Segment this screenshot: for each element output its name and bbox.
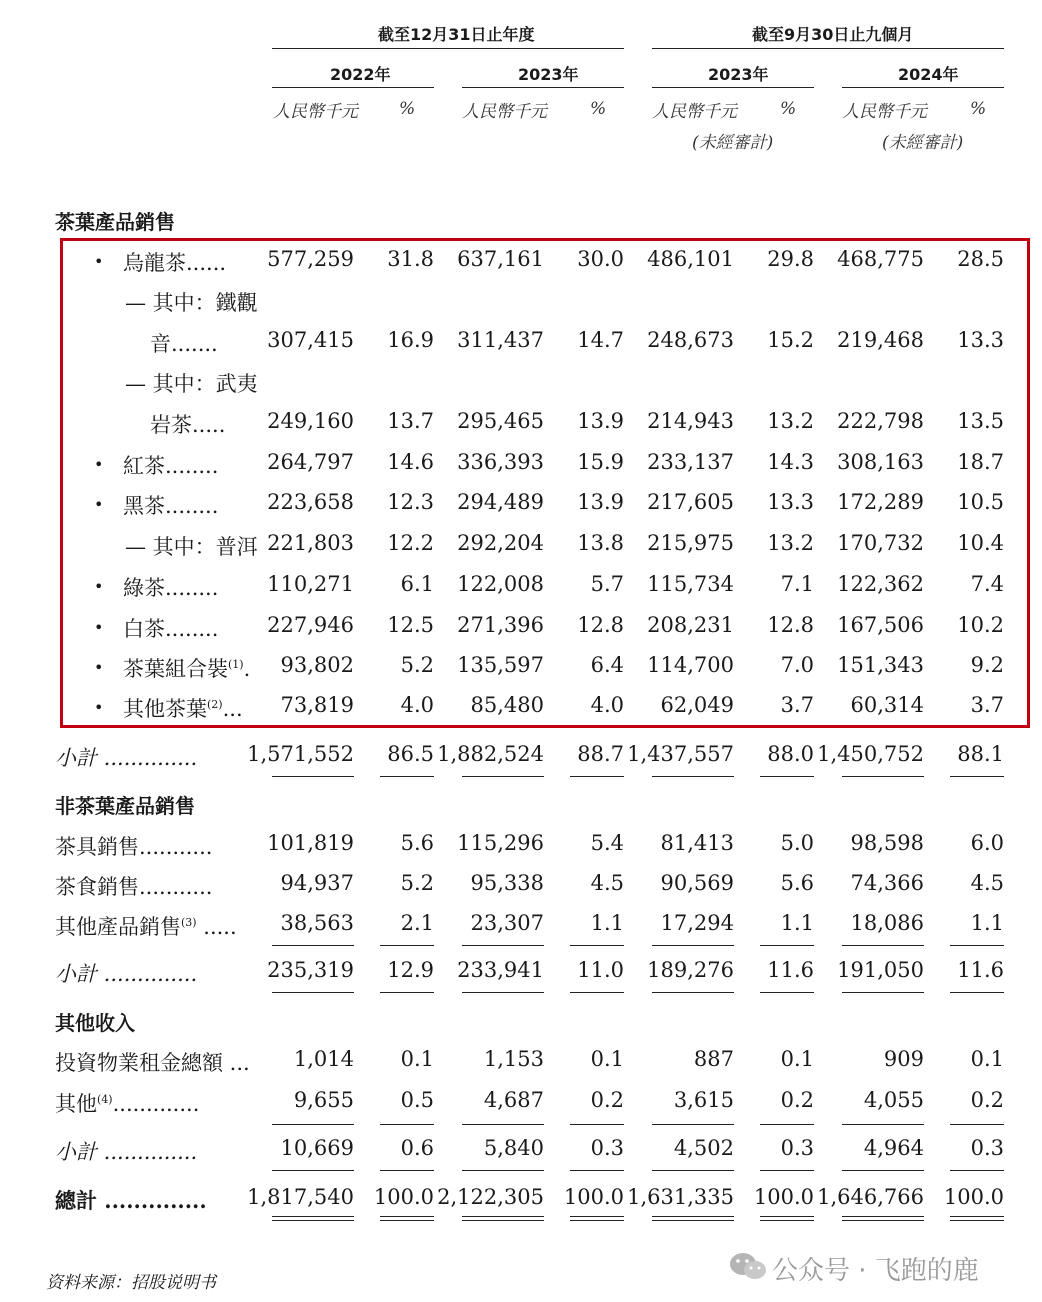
column-rule <box>950 1124 1004 1125</box>
unit-header: 人民幣千元 <box>652 102 737 122</box>
amount-cell: 2,122,305 <box>437 1185 544 1209</box>
row-label-text: 白茶........ <box>123 617 219 641</box>
row-label <box>123 693 243 723</box>
percent-cell: 11.6 <box>957 958 1004 982</box>
column-rule <box>570 1170 624 1171</box>
amount-cell: 1,571,552 <box>247 742 354 766</box>
amount-cell: 18,086 <box>850 911 924 935</box>
amount-cell: 81,413 <box>660 831 734 855</box>
header-rule <box>842 87 1004 88</box>
amount-cell: 1,437,557 <box>627 742 734 766</box>
column-rule <box>462 992 544 993</box>
amount-cell: 93,802 <box>280 653 354 677</box>
percent-cell: 15.2 <box>767 328 814 352</box>
section-title-other: 其他收入 <box>55 1011 135 1035</box>
column-rule <box>272 776 354 777</box>
column-rule <box>950 1216 1004 1221</box>
percent-cell: 5.2 <box>400 871 434 895</box>
percent-cell: 1.1 <box>970 911 1004 935</box>
row-label <box>123 450 218 480</box>
amount-cell: 3,615 <box>673 1088 734 1112</box>
row-label <box>55 742 197 772</box>
row-label-text: 茶葉組合裝 <box>123 657 228 681</box>
percent-cell: 0.1 <box>970 1047 1004 1071</box>
percent-cell: 12.8 <box>767 613 814 637</box>
year-header: 2023年 <box>518 65 579 84</box>
column-rule <box>570 1124 624 1125</box>
amount-cell: 336,393 <box>457 450 544 474</box>
leader-dots: ............. <box>112 1092 200 1116</box>
percent-cell: 5.4 <box>590 831 624 855</box>
percent-cell: 13.8 <box>577 531 624 555</box>
row-label <box>55 1185 207 1215</box>
percent-cell: 7.1 <box>780 572 814 596</box>
section-title-tea: 茶葉產品銷售 <box>55 210 175 234</box>
column-rule <box>652 1216 734 1221</box>
amount-cell: 62,049 <box>660 693 734 717</box>
percent-cell: 100.0 <box>373 1185 434 1209</box>
percent-cell: 16.9 <box>387 328 434 352</box>
amount-cell: 135,597 <box>457 653 544 677</box>
bullet-icon: • <box>94 658 104 677</box>
column-rule <box>760 1216 814 1221</box>
percent-cell: 7.4 <box>970 572 1004 596</box>
row-label <box>55 958 197 988</box>
amount-cell: 172,289 <box>837 490 924 514</box>
percent-cell: 88.0 <box>767 742 814 766</box>
row-label <box>55 1047 250 1077</box>
percent-cell: 3.7 <box>970 693 1004 717</box>
bullet-icon: • <box>94 455 104 474</box>
amount-cell: 5,840 <box>483 1136 544 1160</box>
group-header-nine-months: 截至9月30日止九個月 <box>752 25 914 44</box>
amount-cell: 1,646,766 <box>817 1185 924 1209</box>
row-label-text: 其他茶葉 <box>123 697 207 721</box>
percent-cell: 14.3 <box>767 450 814 474</box>
row-label <box>125 368 258 398</box>
header-rule <box>272 87 434 88</box>
percent-cell: 12.3 <box>387 490 434 514</box>
watermark: 公众号 · 飞跑的鹿 <box>772 1256 979 1286</box>
column-rule <box>760 776 814 777</box>
row-label <box>55 831 212 861</box>
year-header: 2023年 <box>708 65 769 84</box>
column-rule <box>842 992 924 993</box>
column-rule <box>380 1170 434 1171</box>
percent-cell: 5.6 <box>400 831 434 855</box>
percent-cell: 0.5 <box>400 1088 434 1112</box>
percent-cell: 6.0 <box>970 831 1004 855</box>
percent-cell: 0.1 <box>590 1047 624 1071</box>
percent-cell: 13.9 <box>577 409 624 433</box>
percent-cell: 5.2 <box>400 653 434 677</box>
percent-cell: 6.4 <box>590 653 624 677</box>
amount-cell: 4,502 <box>673 1136 734 1160</box>
percent-cell: 30.0 <box>577 247 624 271</box>
year-header: 2024年 <box>898 65 959 84</box>
column-rule <box>272 1170 354 1171</box>
row-label-text: 小計 .............. <box>55 746 198 770</box>
amount-cell: 114,700 <box>647 653 734 677</box>
column-rule <box>462 1170 544 1171</box>
percent-cell: 13.7 <box>387 409 434 433</box>
row-label-text: 小計 .............. <box>55 1140 198 1164</box>
column-rule <box>380 776 434 777</box>
group-header-annual: 截至12月31日止年度 <box>378 25 535 44</box>
row-label <box>125 287 258 317</box>
wechat-icon <box>728 1250 768 1284</box>
amount-cell: 4,687 <box>483 1088 544 1112</box>
row-label-text: — 其中：鐵觀 <box>125 291 258 315</box>
amount-cell: 170,732 <box>837 531 924 555</box>
percent-cell: 13.3 <box>767 490 814 514</box>
percent-cell: 88.1 <box>957 742 1004 766</box>
percent-cell: 29.8 <box>767 247 814 271</box>
percent-cell: 11.6 <box>767 958 814 982</box>
amount-cell: 90,569 <box>660 871 734 895</box>
amount-cell: 577,259 <box>267 247 354 271</box>
amount-cell: 308,163 <box>837 450 924 474</box>
percent-cell: 5.0 <box>780 831 814 855</box>
column-rule <box>760 992 814 993</box>
column-rule <box>272 1124 354 1125</box>
amount-cell: 115,734 <box>647 572 734 596</box>
amount-cell: 17,294 <box>660 911 734 935</box>
pct-header: % <box>780 99 797 119</box>
row-label <box>125 531 258 561</box>
amount-cell: 219,468 <box>837 328 924 352</box>
amount-cell: 215,975 <box>647 531 734 555</box>
column-rule <box>462 776 544 777</box>
section-title-nontea: 非茶葉產品銷售 <box>55 794 195 818</box>
percent-cell: 10.5 <box>957 490 1004 514</box>
row-label <box>55 911 237 941</box>
amount-cell: 294,489 <box>457 490 544 514</box>
amount-cell: 122,008 <box>457 572 544 596</box>
bullet-icon: • <box>94 577 104 596</box>
percent-cell: 13.2 <box>767 409 814 433</box>
column-rule <box>652 945 734 946</box>
row-label <box>123 572 218 602</box>
row-label-text: 其他 <box>55 1092 97 1116</box>
amount-cell: 223,658 <box>267 490 354 514</box>
amount-cell: 73,819 <box>280 693 354 717</box>
row-label-text: 總計 .............. <box>55 1188 207 1213</box>
amount-cell: 1,882,524 <box>437 742 544 766</box>
percent-cell: 0.3 <box>590 1136 624 1160</box>
footnote-marker: (1) <box>228 658 244 671</box>
pct-header: % <box>590 99 607 119</box>
amount-cell: 208,231 <box>647 613 734 637</box>
amount-cell: 311,437 <box>457 328 544 352</box>
percent-cell: 0.2 <box>970 1088 1004 1112</box>
row-label <box>123 490 218 520</box>
amount-cell: 9,655 <box>293 1088 354 1112</box>
percent-cell: 86.5 <box>387 742 434 766</box>
row-label <box>55 871 212 901</box>
amount-cell: 264,797 <box>267 450 354 474</box>
column-rule <box>462 1216 544 1221</box>
unaudited-note: (未經審計) <box>692 133 774 153</box>
row-label-text: 黑茶........ <box>123 494 219 518</box>
percent-cell: 3.7 <box>780 693 814 717</box>
amount-cell: 307,415 <box>267 328 354 352</box>
column-rule <box>570 776 624 777</box>
amount-cell: 233,137 <box>647 450 734 474</box>
percent-cell: 9.2 <box>970 653 1004 677</box>
header-rule <box>652 48 1004 49</box>
amount-cell: 909 <box>883 1047 924 1071</box>
amount-cell: 85,480 <box>470 693 544 717</box>
column-rule <box>760 1170 814 1171</box>
row-label <box>123 653 250 683</box>
row-label <box>150 328 218 358</box>
amount-cell: 1,450,752 <box>817 742 924 766</box>
unit-header: 人民幣千元 <box>273 102 358 122</box>
amount-cell: 233,941 <box>457 958 544 982</box>
amount-cell: 110,271 <box>267 572 354 596</box>
row-label-text: 綠茶........ <box>123 576 219 600</box>
amount-cell: 95,338 <box>470 871 544 895</box>
column-rule <box>652 1124 734 1125</box>
column-rule <box>950 992 1004 993</box>
amount-cell: 292,204 <box>457 531 544 555</box>
column-rule <box>570 1216 624 1221</box>
percent-cell: 12.5 <box>387 613 434 637</box>
column-rule <box>570 992 624 993</box>
percent-cell: 15.9 <box>577 450 624 474</box>
amount-cell: 249,160 <box>267 409 354 433</box>
column-rule <box>652 776 734 777</box>
percent-cell: 1.1 <box>780 911 814 935</box>
column-rule <box>652 992 734 993</box>
column-rule <box>842 1124 924 1125</box>
row-label <box>55 1088 199 1118</box>
row-label-text: 烏龍茶...... <box>123 251 227 275</box>
percent-cell: 4.5 <box>970 871 1004 895</box>
percent-cell: 1.1 <box>590 911 624 935</box>
unit-header: 人民幣千元 <box>842 102 927 122</box>
amount-cell: 151,343 <box>837 653 924 677</box>
percent-cell: 100.0 <box>943 1185 1004 1209</box>
column-rule <box>462 1124 544 1125</box>
footnote-marker: (4) <box>97 1093 113 1106</box>
amount-cell: 248,673 <box>647 328 734 352</box>
amount-cell: 637,161 <box>457 247 544 271</box>
amount-cell: 221,803 <box>267 531 354 555</box>
amount-cell: 1,631,335 <box>627 1185 734 1209</box>
source-note: 资料来源：招股说明书 <box>46 1273 216 1293</box>
column-rule <box>950 776 1004 777</box>
percent-cell: 0.6 <box>400 1136 434 1160</box>
amount-cell: 191,050 <box>837 958 924 982</box>
row-label <box>123 613 218 643</box>
amount-cell: 115,296 <box>457 831 544 855</box>
amount-cell: 101,819 <box>267 831 354 855</box>
column-rule <box>272 992 354 993</box>
leader-dots: . <box>243 657 251 681</box>
row-label-text: 投資物業租金總額 ... <box>55 1051 250 1075</box>
row-label <box>150 409 225 439</box>
bullet-icon: • <box>94 698 104 717</box>
percent-cell: 12.8 <box>577 613 624 637</box>
amount-cell: 1,817,540 <box>247 1185 354 1209</box>
amount-cell: 60,314 <box>850 693 924 717</box>
row-label <box>55 1136 197 1166</box>
percent-cell: 31.8 <box>387 247 434 271</box>
amount-cell: 98,598 <box>850 831 924 855</box>
unit-header: 人民幣千元 <box>462 102 547 122</box>
percent-cell: 0.3 <box>970 1136 1004 1160</box>
pct-header: % <box>399 99 416 119</box>
percent-cell: 12.2 <box>387 531 434 555</box>
amount-cell: 468,775 <box>837 247 924 271</box>
footnote-marker: (2) <box>207 698 223 711</box>
column-rule <box>272 1216 354 1221</box>
percent-cell: 10.2 <box>957 613 1004 637</box>
amount-cell: 271,396 <box>457 613 544 637</box>
amount-cell: 4,055 <box>863 1088 924 1112</box>
bullet-icon: • <box>94 252 104 271</box>
percent-cell: 5.6 <box>780 871 814 895</box>
amount-cell: 74,366 <box>850 871 924 895</box>
percent-cell: 6.1 <box>400 572 434 596</box>
column-rule <box>842 945 924 946</box>
header-rule <box>652 87 814 88</box>
bullet-icon: • <box>94 495 104 514</box>
percent-cell: 18.7 <box>957 450 1004 474</box>
column-rule <box>380 992 434 993</box>
row-label <box>123 247 226 277</box>
amount-cell: 23,307 <box>470 911 544 935</box>
column-rule <box>842 1170 924 1171</box>
percent-cell: 12.9 <box>387 958 434 982</box>
amount-cell: 227,946 <box>267 613 354 637</box>
percent-cell: 13.5 <box>957 409 1004 433</box>
leader-dots: ... <box>222 697 243 721</box>
amount-cell: 887 <box>693 1047 734 1071</box>
row-label-text: — 其中：武夷 <box>125 372 258 396</box>
column-rule <box>272 945 354 946</box>
amount-cell: 4,964 <box>863 1136 924 1160</box>
percent-cell: 2.1 <box>400 911 434 935</box>
column-rule <box>380 1216 434 1221</box>
header-rule <box>272 48 624 49</box>
footnote-marker: (3) <box>181 916 197 929</box>
year-header: 2022年 <box>330 65 391 84</box>
percent-cell: 0.2 <box>780 1088 814 1112</box>
column-rule <box>842 1216 924 1221</box>
percent-cell: 4.0 <box>400 693 434 717</box>
amount-cell: 1,153 <box>483 1047 544 1071</box>
amount-cell: 1,014 <box>293 1047 354 1071</box>
percent-cell: 11.0 <box>577 958 624 982</box>
percent-cell: 7.0 <box>780 653 814 677</box>
column-rule <box>760 1124 814 1125</box>
amount-cell: 295,465 <box>457 409 544 433</box>
header-rule <box>462 87 624 88</box>
row-label-text: 音....... <box>150 332 218 356</box>
percent-cell: 10.4 <box>957 531 1004 555</box>
row-label-text: 茶食銷售........... <box>55 875 213 899</box>
amount-cell: 10,669 <box>280 1136 354 1160</box>
percent-cell: 0.1 <box>400 1047 434 1071</box>
column-rule <box>760 945 814 946</box>
percent-cell: 100.0 <box>753 1185 814 1209</box>
bullet-icon: • <box>94 618 104 637</box>
row-label-text: 岩茶..... <box>150 413 226 437</box>
percent-cell: 5.7 <box>590 572 624 596</box>
percent-cell: 0.3 <box>780 1136 814 1160</box>
percent-cell: 4.5 <box>590 871 624 895</box>
amount-cell: 217,605 <box>647 490 734 514</box>
percent-cell: 0.1 <box>780 1047 814 1071</box>
percent-cell: 28.5 <box>957 247 1004 271</box>
percent-cell: 0.2 <box>590 1088 624 1112</box>
percent-cell: 14.7 <box>577 328 624 352</box>
amount-cell: 38,563 <box>280 911 354 935</box>
row-label-text: 小計 .............. <box>55 962 198 986</box>
amount-cell: 235,319 <box>267 958 354 982</box>
amount-cell: 486,101 <box>647 247 734 271</box>
amount-cell: 122,362 <box>837 572 924 596</box>
row-label-text: 紅茶........ <box>123 454 219 478</box>
amount-cell: 222,798 <box>837 409 924 433</box>
column-rule <box>842 776 924 777</box>
column-rule <box>462 945 544 946</box>
column-rule <box>950 945 1004 946</box>
column-rule <box>570 945 624 946</box>
row-label-text: — 其中：普洱 <box>125 535 258 559</box>
unaudited-note: (未經審計) <box>882 133 964 153</box>
amount-cell: 167,506 <box>837 613 924 637</box>
percent-cell: 13.2 <box>767 531 814 555</box>
percent-cell: 14.6 <box>387 450 434 474</box>
percent-cell: 13.3 <box>957 328 1004 352</box>
column-rule <box>380 945 434 946</box>
column-rule <box>652 1170 734 1171</box>
percent-cell: 4.0 <box>590 693 624 717</box>
amount-cell: 214,943 <box>647 409 734 433</box>
percent-cell: 100.0 <box>563 1185 624 1209</box>
amount-cell: 189,276 <box>647 958 734 982</box>
pct-header: % <box>970 99 987 119</box>
percent-cell: 13.9 <box>577 490 624 514</box>
column-rule <box>950 1170 1004 1171</box>
row-label-text: 其他產品銷售 <box>55 915 181 939</box>
percent-cell: 88.7 <box>577 742 624 766</box>
row-label-text: 茶具銷售........... <box>55 835 213 859</box>
column-rule <box>380 1124 434 1125</box>
amount-cell: 94,937 <box>280 871 354 895</box>
leader-dots: ..... <box>196 915 237 939</box>
